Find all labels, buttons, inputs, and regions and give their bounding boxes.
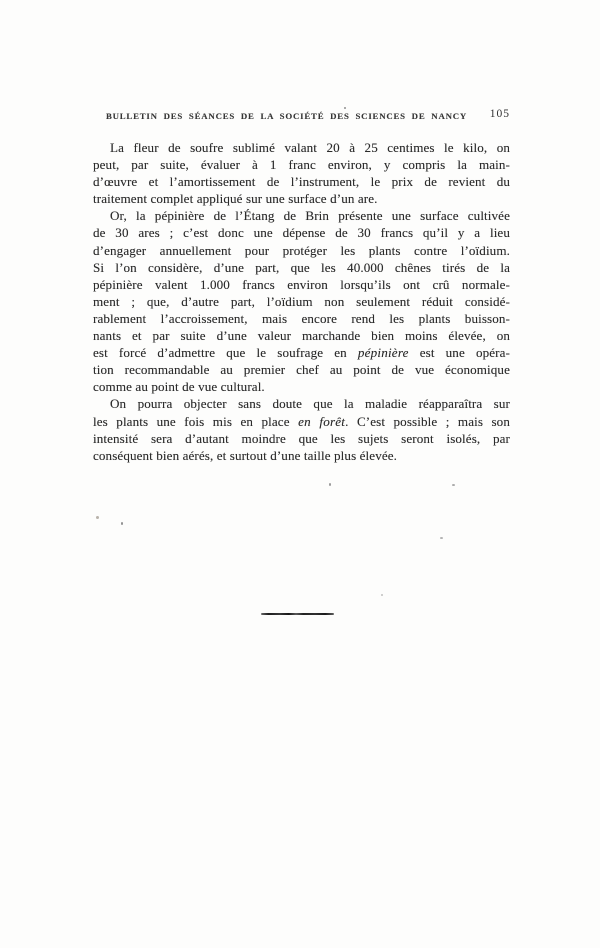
text-line: de 30 ares ; c’est donc une dépense de 30 francs qu’il y a lieu (93, 225, 510, 241)
running-header-title: BULLETIN DES SÉANCES DE LA SOCIÉTÉ DES SCIENCES DE NANCY (105, 111, 468, 121)
scan-speck (121, 522, 123, 525)
text-line: rablement l’accroissement, mais encore rend les plants buisson- (93, 310, 510, 326)
text-line: pépinière valent 1.000 francs environ lorsqu’ils ont crû normale- (93, 276, 510, 292)
paragraph-3 (93, 395, 510, 463)
text-line: d’engager annuellement pour protéger les plants contre l’oïdium. (93, 242, 510, 258)
paragraph-1 (93, 139, 510, 207)
text-segment: les plants une fois mis en place (93, 413, 299, 429)
text-line: ment ; que, d’autre part, l’oïdium non seulement réduit considé- (93, 293, 510, 309)
text-line: La fleur de soufre sublimé valant 20 à 25 centimes le kilo, on (110, 140, 510, 155)
text-line: Or, la pépinière de l’Étang de Brin présente une surface cultivée (110, 208, 510, 224)
text-line: d’œuvre et l’amortissement de l’instrument, le prix de revient du (93, 174, 510, 190)
italic-phrase: en forêt (298, 413, 346, 429)
body-text-block (93, 139, 510, 464)
page-number: 105 (489, 108, 510, 120)
scan-speck (452, 484, 455, 486)
text-segment: est forcé d’admettre que le soufrage en (93, 345, 358, 361)
text-line: peut, par suite, évaluer à 1 franc environ, y compris la main- (93, 157, 510, 173)
section-divider-rule (261, 613, 334, 615)
scan-speck (329, 483, 331, 486)
text-line (93, 413, 510, 430)
scan-speck (440, 537, 443, 539)
scan-speck (344, 107, 346, 109)
text-line: comme au point de vue cultural. (93, 379, 265, 395)
text-line (93, 344, 510, 361)
text-segment: . C’est possible ; mais son (345, 413, 510, 429)
text-line: intensité sera d’autant moindre que les sujets seront isolés, par (93, 430, 510, 446)
text-line: tion recommandable au premier chef au point de vue économique (93, 362, 510, 378)
scan-speck (381, 594, 383, 596)
text-line: nants et par suite d’une valeur marchande bien moins élevée, on (93, 328, 510, 344)
paragraph-2 (93, 207, 510, 395)
text-line: On pourra objecter sans doute que la maladie réapparaîtra sur (110, 396, 510, 412)
text-segment: est une opéra- (408, 345, 510, 361)
text-line: traitement complet appliqué sur une surface d’un are. (93, 191, 378, 207)
text-line: Si l’on considère, d’une part, que les 40.000 chênes tirés de la (93, 259, 510, 275)
scan-speck (96, 516, 99, 519)
italic-phrase: pépinière (357, 345, 409, 361)
text-line: conséquent bien aérés, et surtout d’une taille plus élevée. (93, 447, 398, 463)
running-header (93, 108, 510, 127)
